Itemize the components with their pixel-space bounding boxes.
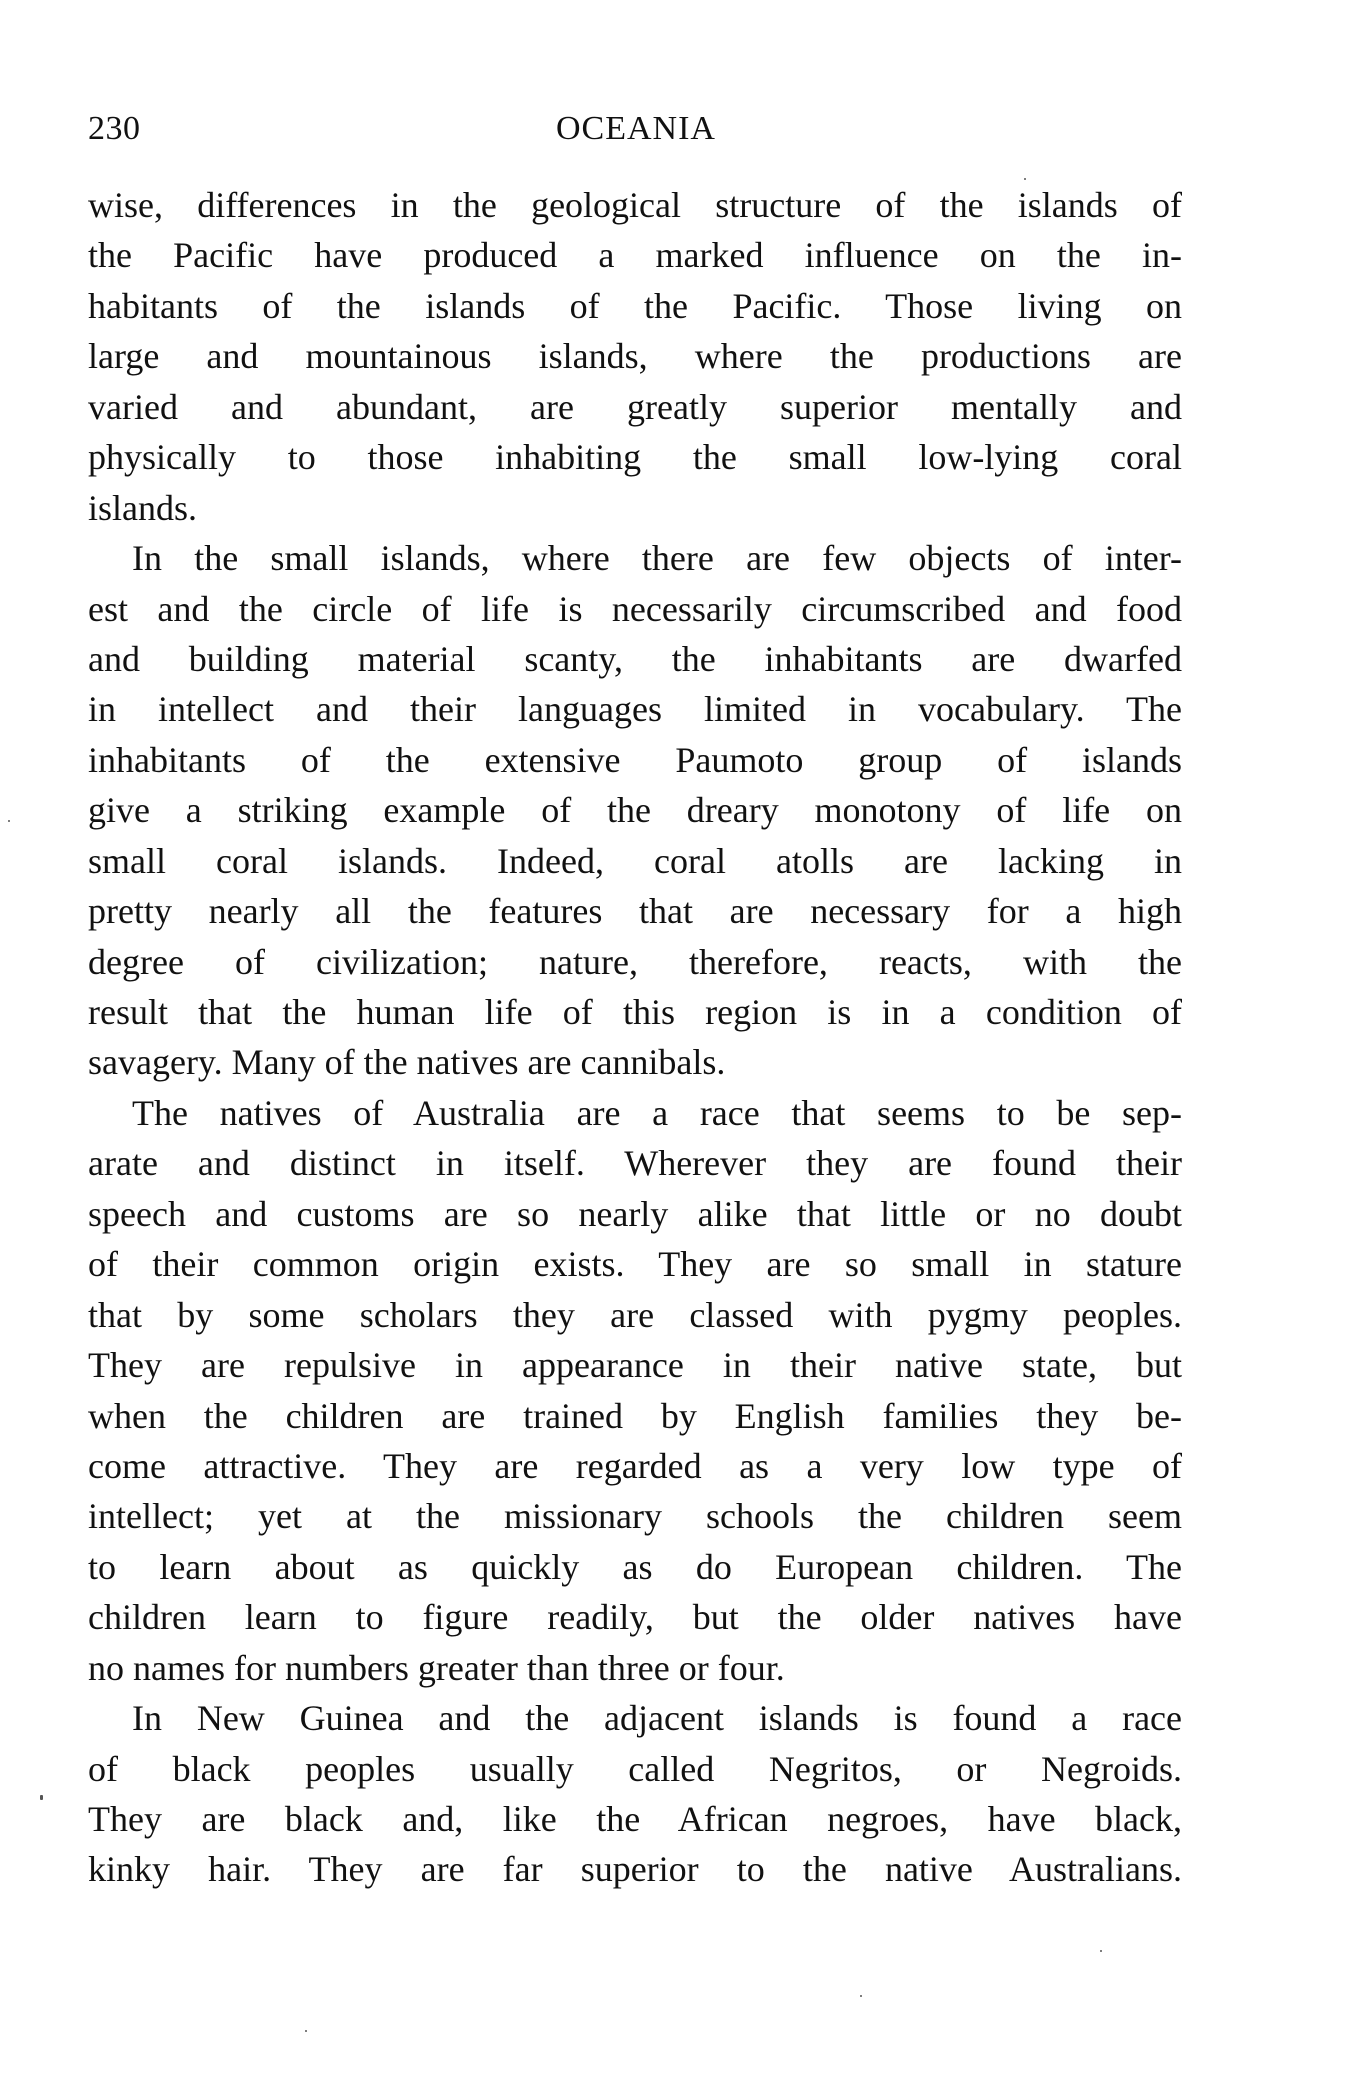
text-line: in intellect and their languages limited in vocabulary. The: [88, 689, 1182, 730]
scan-speck: [40, 1795, 43, 1800]
text-line: savagery. Many of the natives are cannibals.: [88, 1042, 726, 1083]
running-title: OCEANIA: [556, 110, 716, 147]
text-line: give a striking example of the dreary monotony of life on: [88, 790, 1182, 831]
paragraph: [88, 180, 1182, 533]
body-text: [88, 180, 1182, 1895]
paragraph: [88, 1693, 1182, 1895]
text-line: speech and customs are so nearly alike that little or no doubt: [88, 1193, 1182, 1234]
page-number: 230: [88, 110, 141, 147]
text-line: intellect; yet at the missionary schools the children seem: [88, 1496, 1182, 1537]
scan-speck: [860, 1995, 862, 1997]
text-line: physically to those inhabiting the small low-lying coral: [88, 437, 1182, 478]
text-line: wise, differences in the geological structure of the islands of: [88, 185, 1182, 225]
text-line: The natives of Australia are a race that seems to be sep-: [132, 1092, 1182, 1133]
text-line: arate and distinct in itself. Wherever they are found their: [88, 1143, 1182, 1184]
text-line: of their common origin exists. They are so small in stature: [88, 1244, 1182, 1285]
text-line: habitants of the islands of the Pacific. Those living on: [88, 285, 1182, 326]
text-line: of black peoples usually called Negritos, or Negroids.: [88, 1748, 1182, 1789]
scan-speck: [1024, 178, 1026, 180]
text-line: degree of civilization; nature, therefore, reacts, with the: [88, 941, 1182, 982]
text-line: inhabitants of the extensive Paumoto group of islands: [88, 739, 1182, 780]
text-line: They are repulsive in appearance in their native state, but: [88, 1345, 1182, 1386]
text-line: In New Guinea and the adjacent islands is found a race: [132, 1698, 1182, 1739]
text-line: varied and abundant, are greatly superior mentally and: [88, 386, 1182, 427]
text-line: the Pacific have produced a marked influence on the in-: [88, 235, 1182, 276]
text-line: In the small islands, where there are few objects of inter-: [132, 538, 1182, 579]
text-line: est and the circle of life is necessarily circumscribed and food: [88, 588, 1182, 629]
paragraph: [88, 533, 1182, 1088]
text-line: and building material scanty, the inhabitants are dwarfed: [88, 638, 1182, 679]
text-line: They are black and, like the African negroes, have black,: [88, 1799, 1182, 1839]
text-line: small coral islands. Indeed, coral atolls are lacking in: [88, 840, 1182, 881]
text-line: no names for numbers greater than three or four.: [88, 1647, 785, 1688]
text-line: pretty nearly all the features that are necessary for a high: [88, 891, 1182, 932]
text-line: to learn about as quickly as do European children. The: [88, 1546, 1182, 1587]
text-line: result that the human life of this region is in a condition of: [88, 992, 1182, 1032]
running-head: [88, 104, 1182, 154]
text-line: islands.: [88, 487, 198, 528]
scan-speck: [305, 2030, 307, 2032]
text-line: children learn to figure readily, but the older natives have: [88, 1597, 1182, 1638]
text-line: kinky hair. They are far superior to the native Australians.: [88, 1849, 1182, 1890]
text-line: when the children are trained by English families they be-: [88, 1395, 1182, 1436]
text-line: large and mountainous islands, where the productions are: [88, 336, 1182, 377]
scan-speck: [8, 820, 10, 822]
paragraph: [88, 1088, 1182, 1693]
scan-speck: [1100, 1950, 1102, 1952]
text-line: come attractive. They are regarded as a very low type of: [88, 1445, 1182, 1486]
text-line: that by some scholars they are classed with pygmy peoples.: [88, 1294, 1182, 1335]
